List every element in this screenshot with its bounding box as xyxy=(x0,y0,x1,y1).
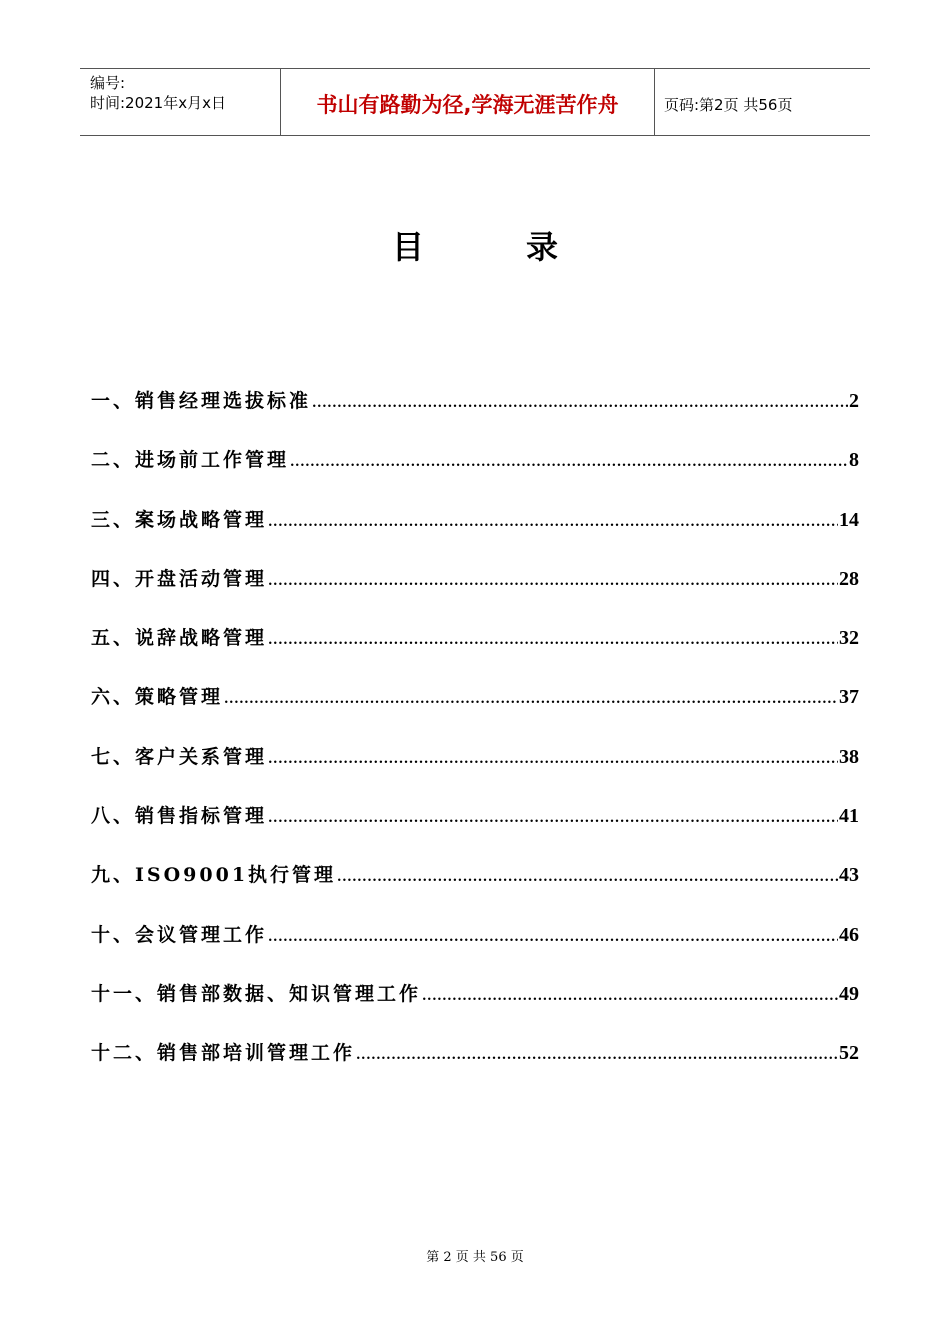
toc-entry[interactable] xyxy=(91,860,859,919)
toc-entry-title: 五、说辞战略管理 xyxy=(91,627,268,650)
toc-entry-page: 32 xyxy=(839,627,859,650)
toc-dot-leader xyxy=(290,455,848,470)
toc-entry-page: 37 xyxy=(839,686,859,709)
toc-entry-page: 2 xyxy=(849,390,859,412)
toc-entry-title: 三、案场战略管理 xyxy=(91,508,268,531)
toc-dot-leader xyxy=(337,870,838,885)
toc-entry[interactable] xyxy=(91,979,859,1038)
header-motto: 书山有路勤为径,学海无涯苦作舟 xyxy=(316,93,619,117)
toc-entry-page: 38 xyxy=(839,745,859,768)
toc-dot-leader xyxy=(268,752,838,767)
toc-entry[interactable] xyxy=(91,445,859,504)
toc-dot-leader xyxy=(268,515,838,530)
toc-entry-title: 八、销售指标管理 xyxy=(91,805,268,828)
toc-entry-title: 十、会议管理工作 xyxy=(91,923,268,946)
toc-entry-title: 六、策略管理 xyxy=(91,686,224,709)
toc-entry[interactable] xyxy=(91,564,859,623)
toc-entry-page: 8 xyxy=(849,449,859,472)
toc-entry-title: 十二、销售部培训管理工作 xyxy=(91,1042,356,1065)
toc-entry-page: 46 xyxy=(839,923,859,946)
toc-dot-leader xyxy=(268,574,838,589)
toc-entry-title: 十一、销售部数据、知识管理工作 xyxy=(91,982,422,1005)
toc-entry[interactable] xyxy=(91,505,859,564)
toc-entry-page: 52 xyxy=(839,1042,859,1065)
toc-entry[interactable] xyxy=(91,386,859,445)
page-footer: 第 2 页 共 56 页 xyxy=(426,1250,524,1265)
toc-entry[interactable] xyxy=(91,623,859,682)
toc-entry[interactable] xyxy=(91,682,859,741)
toc-dot-leader xyxy=(422,989,838,1004)
toc-dot-leader xyxy=(224,692,838,707)
toc-entry[interactable] xyxy=(91,920,859,979)
document-number: 编号: xyxy=(90,74,126,92)
toc-entry-page: 43 xyxy=(839,864,859,887)
toc-entry-page: 41 xyxy=(839,805,859,828)
toc-dot-leader xyxy=(356,1048,838,1063)
header-page-info: 页码:第2页 共56页 xyxy=(664,95,793,114)
toc-dot-leader xyxy=(268,811,838,826)
toc-entry-title: 二、进场前工作管理 xyxy=(91,449,290,472)
toc-dot-leader xyxy=(268,930,838,945)
toc-entry-title: 四、开盘活动管理 xyxy=(91,567,268,590)
toc-entry-title: 九、ISO9001执行管理 xyxy=(91,864,337,887)
toc-entry-title: 一、销售经理选拔标准 xyxy=(91,390,312,412)
toc-entry[interactable] xyxy=(91,801,859,860)
table-of-contents xyxy=(91,386,859,1098)
header-motto-cell xyxy=(281,69,655,135)
page-title: 目录 xyxy=(391,228,660,266)
toc-dot-leader xyxy=(312,396,848,411)
toc-entry-title: 七、客户关系管理 xyxy=(91,745,268,768)
toc-entry[interactable] xyxy=(91,1038,859,1097)
toc-entry-page: 14 xyxy=(839,508,859,531)
document-date: 时间:2021年x月x日 xyxy=(90,94,226,112)
header-page-cell xyxy=(655,69,870,135)
header-meta-cell xyxy=(80,69,281,135)
toc-entry-page: 28 xyxy=(839,567,859,590)
toc-dot-leader xyxy=(268,633,838,648)
toc-entry-page: 49 xyxy=(839,982,859,1005)
page-header xyxy=(80,68,870,136)
toc-entry[interactable] xyxy=(91,742,859,801)
